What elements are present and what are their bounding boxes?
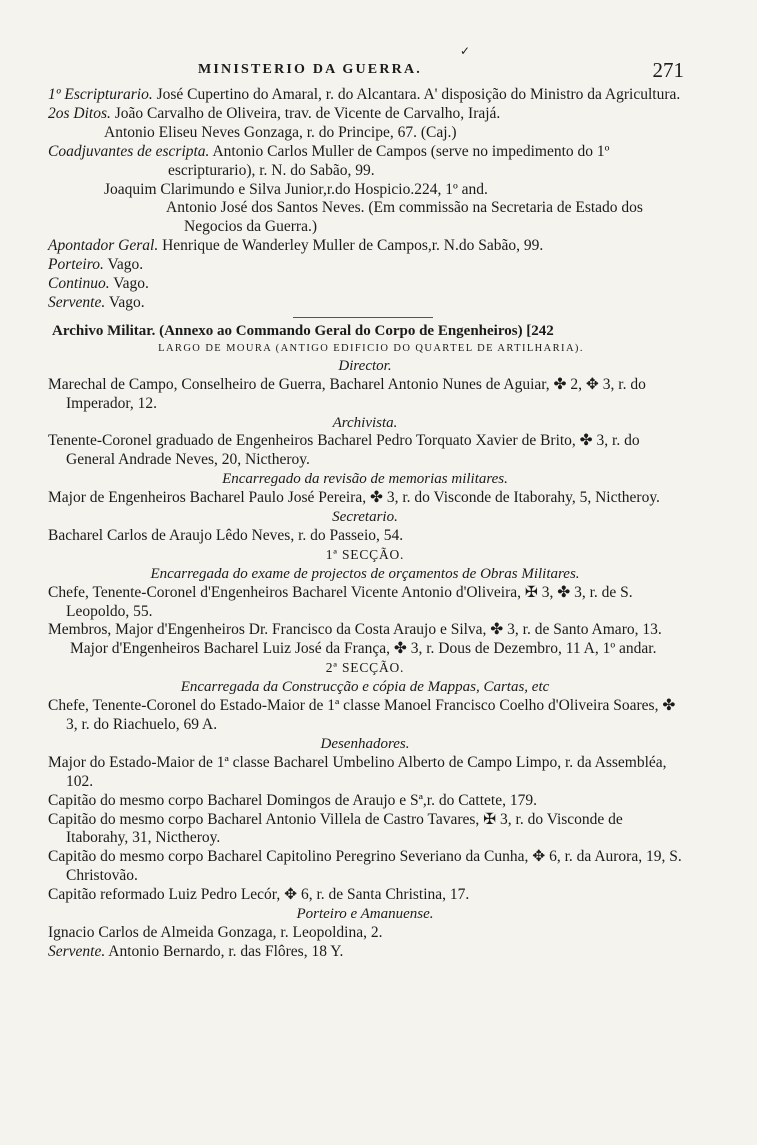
list-item: Capitão do mesmo corpo Bacharel Domingos de Araujo e Sª,r. do Cattete, 179. [48,791,537,809]
list-item: Ignacio Carlos de Almeida Gonzaga, r. Leopoldina, 2. [48,923,383,941]
list-item: Continuo. Vago. [48,275,149,293]
list-item: Porteiro. Vago. [48,256,144,274]
role-title: Desenhadores. [320,735,410,752]
list-item: Apontador Geral. Henrique de Wanderley Muller de Campos,r. N.do Sabão, 99. [48,237,544,255]
list-item: Coadjuvantes de escripta. Antonio Carlos Muller de Campos (serve no impedimento do 1º escripturario), r. N. do Sabão, 99. [48,142,610,179]
list-item: Tenente-Coronel graduado de Engenheiros Bacharel Pedro Torquato Xavier de Brito, ✤ 3, r. do General Andrade Neves, 20, Nictheroy. [48,432,640,469]
list-item: Servente. Vago. [48,293,145,311]
list-item: Capitão do mesmo corpo Bacharel Capitolino Peregrino Severiano da Cunha, ✥ 6, r. da Aurora, 19, S. Christovão. [48,848,682,885]
list-item: Capitão reformado Luiz Pedro Lecór, ✥ 6, r. de Santa Christina, 17. [48,886,470,904]
list-item: 2os Ditos. João Carvalho de Oliveira, trav. de Vicente de Carvalho, Irajá. [48,104,501,122]
list-item: Marechal de Campo, Conselheiro de Guerra, Bacharel Antonio Nunes de Aguiar, ✤ 2, ✥ 3, r. do Imperador, 12. [48,375,646,412]
divider [293,317,433,318]
list-item: 1º Escripturario. José Cupertino do Amaral, r. do Alcantara. A' disposição do Ministro da Agricultura. [48,86,681,103]
section-address: LARGO DE MOURA (ANTIGO EDIFICIO DO QUARTEL DE ARTILHARIA). [158,342,584,354]
list-item: Bacharel Carlos de Araujo Lêdo Neves, r. do Passeio, 54. [48,526,404,544]
list-item: Joaquim Clarimundo e Silva Junior,r.do Hospicio.224, 1º and. [104,180,488,198]
role-title: Archivista. [332,414,398,431]
document-page [48,58,682,962]
page-title: MINISTERIO DA GUERRA. [198,62,422,77]
list-item: Chefe, Tenente-Coronel do Estado-Maior de 1ª classe Manoel Francisco Coelho d'Oliveira Soares, ✤ 3, r. do Riachuelo, 69 A. [48,697,676,733]
section-heading: Archivo Militar. (Annexo ao Commando Geral do Corpo de Engenheiros) [242 [52,322,554,339]
list-item: Capitão do mesmo corpo Bacharel Antonio Villela de Castro Tavares, ✠ 3, r. do Visconde de Itaborahy, 31, Nictheroy. [48,810,623,847]
staff-list [48,86,682,313]
role-title: Porteiro e Amanuense. [296,906,434,923]
list-item: Antonio Eliseu Neves Gonzaga, r. do Principe, 67. (Caj.) [104,123,457,141]
check-mark: ✓ [460,44,471,58]
subsection-description: Encarregada do exame de projectos de orçamentos de Obras Militares. [150,565,580,582]
list-item: Major do Estado-Maior de 1ª classe Bacharel Umbelino Alberto de Campo Limpo, r. da Assembléa, 102. [48,753,667,790]
role-title: Secretario. [332,509,398,526]
role-title: Director. [338,357,392,374]
archive-section [48,322,682,962]
page-number: 271 [652,58,684,82]
list-item: Major de Engenheiros Bacharel Paulo José Pereira, ✤ 3, r. do Visconde de Itaborahy, 5, Nictheroy. [48,489,660,507]
list-item: Chefe, Tenente-Coronel d'Engenheiros Bacharel Vicente Antonio d'Oliveira, ✠ 3, ✤ 3, r. de S. Leopoldo, 55. [48,583,633,620]
subsection-description: Encarregada da Construcção e cópia de Mappas, Cartas, etc [180,679,550,696]
subsection-title: 2ª SECÇÃO. [325,660,405,676]
list-item: Servente. Antonio Bernardo, r. das Flôres, 18 Y. [48,942,344,960]
list-item: Major d'Engenheiros Bacharel Luiz José da França, ✤ 3, r. Dous de Dezembro, 11 A, 1º andar. [70,640,657,658]
subsection-title: 1ª SECÇÃO. [325,546,405,562]
role-title: Encarregado da revisão de memorias militares. [222,471,508,488]
page-header [48,58,682,84]
list-item: Antonio José dos Santos Neves. (Em commissão na Secretaria de Estado dos Negocios da Guerra.) [166,199,643,236]
list-item: Membros, Major d'Engenheiros Dr. Francisco da Costa Araujo e Silva, ✤ 3, r. de Santo Amaro, 13. [48,621,662,639]
